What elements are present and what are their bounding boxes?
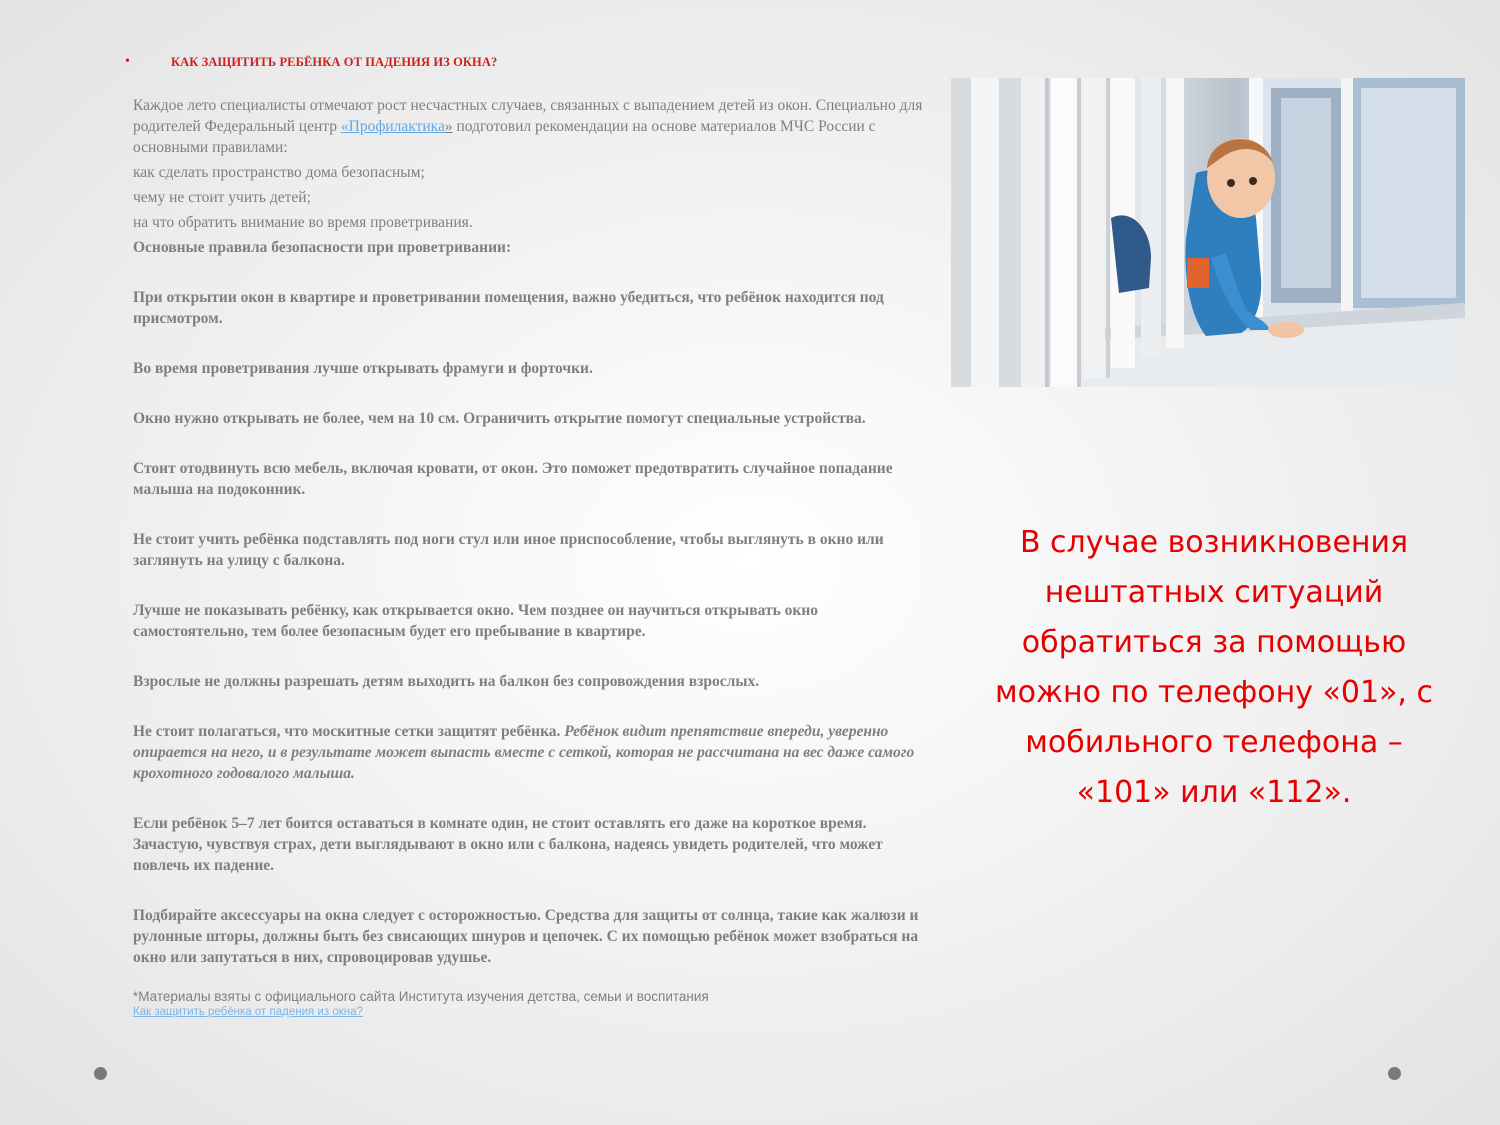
rule-paragraph: Взрослые не должны разрешать детям выходить на балкон без сопровождения взрослых. — [133, 673, 760, 690]
rule-net-plain: Не стоит полагаться, что москитные сетки защитят ребёнка. — [133, 723, 565, 740]
rule-net-italic: Ребёнок видит препятствие впереди, уверенно опирается на него, и в результате может выпасть вместе с сеткой, которая не рассчитана на вес даже самого крохотного годовалого малыша. — [133, 723, 915, 782]
article — [125, 52, 925, 1019]
list-item: чему не стоит учить детей; — [133, 189, 311, 206]
rule-paragraph: Лучше не показывать ребёнку, как открывается окно. Чем позднее он научиться открывать окно самостоятельно, тем более безопасным будет его пребывание в квартире. — [133, 602, 819, 640]
profilaktika-link[interactable]: «Профилактика — [340, 118, 445, 135]
intro-text-end: подготовил рекомендации на основе материалов МЧС России с основными правилами: — [133, 118, 876, 156]
rule-paragraph: Стоит отодвинуть всю мебель, включая кровати, от окон. Это поможет предотвратить случайное попадание малыша на подоконник. — [133, 460, 893, 498]
child-at-window-photo — [951, 78, 1465, 387]
emergency-notice: В случае возникновения нештатных ситуаций обратиться за помощью можно по телефону «01», с мобильного телефона – «101» или «112». — [995, 525, 1433, 810]
bullet-icon: • — [125, 54, 130, 69]
rules-title: Основные правила безопасности при проветривании: — [133, 239, 512, 256]
rule-paragraph: Окно нужно открывать не более, чем на 10 см. Ограничить открытие помогут специальные устройства. — [133, 410, 866, 427]
intro-link-close: » — [444, 118, 453, 135]
intro-paragraph — [133, 95, 925, 158]
rule-paragraph: Не стоит учить ребёнка подставлять под ноги стул или иное приспособление, чтобы выглянуть в окно или заглянуть на улицу с балкона. — [133, 531, 884, 569]
rule-paragraph: Во время проветривания лучше открывать фрамуги и форточки. — [133, 360, 593, 377]
list-item: как сделать пространство дома безопасным; — [133, 164, 425, 181]
rule-paragraph: Если ребёнок 5–7 лет боится оставаться в комнате один, не стоит оставлять его даже на короткое время. Зачастую, чувствуя страх, дети выглядывают в окно или с балкона, надеясь увидеть родителей, что может повлечь их падение. — [133, 815, 883, 874]
rule-paragraph: Подбирайте аксессуары на окна следует с осторожностью. Средства для защиты от солнца, такие как жалюзи и рулонные шторы, должны быть без свисающих шнуров и цепочек. С их помощью ребёнок может взобраться на окно или запутаться в них, спровоцировав удушье. — [133, 907, 919, 966]
list-item: на что обратить внимание во время проветривания. — [133, 214, 473, 231]
right-nav-dot — [1388, 1067, 1401, 1080]
intro-text: Каждое лето специалисты отмечают рост несчастных случаев, связанных с выпадением детей из окон. Специально для родителей Федеральный центр — [133, 97, 923, 135]
source-link[interactable]: Как защитить ребёнка от падения из окна? — [133, 1006, 363, 1018]
rule-paragraph-mosquito-net — [133, 721, 925, 784]
photo-illustration — [951, 78, 1465, 387]
heading-row — [125, 52, 925, 73]
rule-paragraph: При открытии окон в квартире и проветривании помещения, важно убедиться, что ребёнок находится под присмотром. — [133, 289, 884, 327]
article-heading: КАК ЗАЩИТИТЬ РЕБЁНКА ОТ ПАДЕНИЯ ИЗ ОКНА? — [171, 55, 498, 69]
left-nav-dot — [94, 1067, 107, 1080]
footnote: *Материалы взяты с официального сайта Института изучения детства, семьи и воспитания — [133, 989, 709, 1004]
